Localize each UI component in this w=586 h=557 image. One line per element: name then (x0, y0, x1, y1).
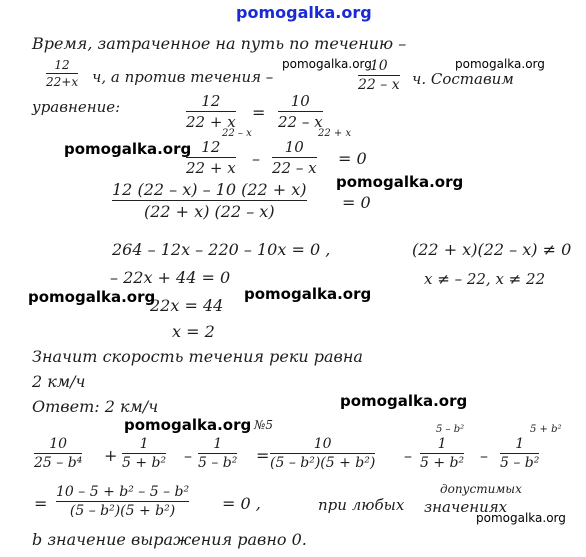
fraction-denominator: 25 – b⁴ (34, 455, 83, 472)
task5-fraction-5 (420, 436, 464, 471)
final-line: b значение выражения равно 0. (32, 530, 307, 549)
fraction-numerator: 1 (213, 436, 223, 452)
task5-note-3: значениях (424, 498, 508, 516)
task5-note-1: при любых (318, 496, 405, 514)
equation-7: x = 2 (172, 322, 215, 341)
equation-5-condition: x ≠ – 22, x ≠ 22 (424, 270, 546, 288)
task5-minus-2: – (404, 446, 412, 465)
task5-equals: = (256, 446, 270, 465)
fraction-numerator: 10 (313, 436, 332, 452)
watermark-4: pomogalka.org (336, 173, 464, 191)
fraction-numerator: 10 (49, 436, 68, 452)
task5-fraction-6 (500, 436, 539, 471)
equation-2-minus: – (252, 149, 260, 168)
watermark-top: pomogalka.org (236, 3, 372, 22)
task5-minus-1: – (184, 446, 192, 465)
fraction-numerator: 12 (201, 92, 221, 110)
fraction-denominator: 22 + x (186, 159, 236, 178)
watermark-7: pomogalka.org (340, 392, 468, 410)
fraction-numerator: 1 (515, 436, 525, 452)
equation-4: 264 – 12x – 220 – 10x = 0 , (112, 240, 331, 259)
answer-line: Ответ: 2 км/ч (32, 397, 159, 416)
fraction-numerator: 12 (201, 138, 221, 156)
task5-fraction-3 (198, 436, 237, 471)
fraction-denominator: 22+x (46, 75, 79, 90)
task5-plus: + (104, 446, 118, 465)
task5-fraction-2 (122, 436, 166, 471)
fraction-denominator: 5 – b² (198, 455, 238, 472)
watermark-6: pomogalka.org (244, 285, 372, 303)
fraction-denominator: 22 – x (358, 77, 400, 94)
fraction-numerator: 1 (139, 436, 149, 452)
task5-note-2: допустимых (440, 482, 522, 496)
equation-2-right-fraction (272, 138, 317, 177)
equation-4-condition: (22 + x)(22 – x) ≠ 0 (412, 240, 572, 259)
fraction-denominator: 22 + x (186, 113, 236, 132)
equation-1-equals: = (252, 103, 266, 122)
fraction-numerator: 1 (437, 436, 447, 452)
watermark-1: pomogalka.org (282, 57, 372, 71)
watermark-5: pomogalka.org (28, 288, 156, 306)
fraction-denominator: 22 – x (272, 159, 317, 178)
watermark-8: pomogalka.org (124, 416, 252, 434)
fraction-denominator: (5 – b²)(5 + b²) (69, 503, 176, 520)
task5-minus-3: – (480, 446, 488, 465)
fraction-numerator: 10 (369, 58, 388, 74)
equation-2-tail: = 0 (338, 149, 367, 168)
text-line-2a: ч, а против течения – (92, 68, 274, 86)
task5-fraction-1 (34, 436, 82, 471)
fraction-denominator: 5 – b² (500, 455, 540, 472)
equation-1-right-fraction (278, 92, 323, 131)
fraction-denominator: 5 + b² (420, 455, 465, 472)
fraction-numerator: 10 (284, 138, 304, 156)
text-line-1: Время, затраченное на путь по течению – (32, 34, 407, 53)
fraction-time-downstream (46, 58, 78, 89)
equation-1-left-fraction (186, 92, 236, 131)
equation-3-fraction (112, 180, 307, 221)
watermark-2: pomogalka.org (455, 57, 545, 71)
watermark-9: pomogalka.org (476, 511, 566, 525)
task5-multiplier-2: 5 + b² (530, 424, 562, 435)
equation-2-multiplier-right: 22 + x (318, 128, 352, 139)
fraction-denominator: (5 – b²)(5 + b²) (270, 455, 376, 472)
fraction-numerator: 12 (54, 58, 70, 72)
watermark-3: pomogalka.org (64, 140, 192, 158)
fraction-numerator: 10 – 5 + b² – 5 – b² (56, 484, 190, 500)
task-number: №5 (254, 418, 273, 432)
fraction-denominator: 22 – x (278, 113, 323, 132)
equation-3-tail: = 0 (342, 193, 371, 212)
fraction-denominator: 5 + b² (122, 455, 167, 472)
task5-fraction-4 (270, 436, 375, 471)
text-speed-value: 2 км/ч (32, 372, 86, 391)
text-speed-line: Значит скорость течения реки равна (32, 347, 363, 366)
text-line-3: уравнение: (32, 98, 121, 116)
task5-multiplier-1: 5 – b² (436, 424, 465, 435)
fraction-numerator: 12 (22 – x) – 10 (22 + x) (112, 180, 307, 199)
fraction-numerator: 10 (290, 92, 310, 110)
text-line-2b: ч. Составим (412, 70, 514, 88)
fraction-denominator: (22 + x) (22 – x) (143, 202, 275, 222)
equation-6: 22x = 44 (150, 296, 224, 315)
task5-result-fraction (56, 484, 189, 519)
task5-result-tail: = 0 , (222, 494, 261, 513)
equation-2-multiplier-left: 22 – x (222, 128, 252, 139)
equation-5: – 22x + 44 = 0 (110, 268, 231, 287)
task5-result-equals: = (34, 494, 48, 513)
equation-2-left-fraction (186, 138, 236, 177)
